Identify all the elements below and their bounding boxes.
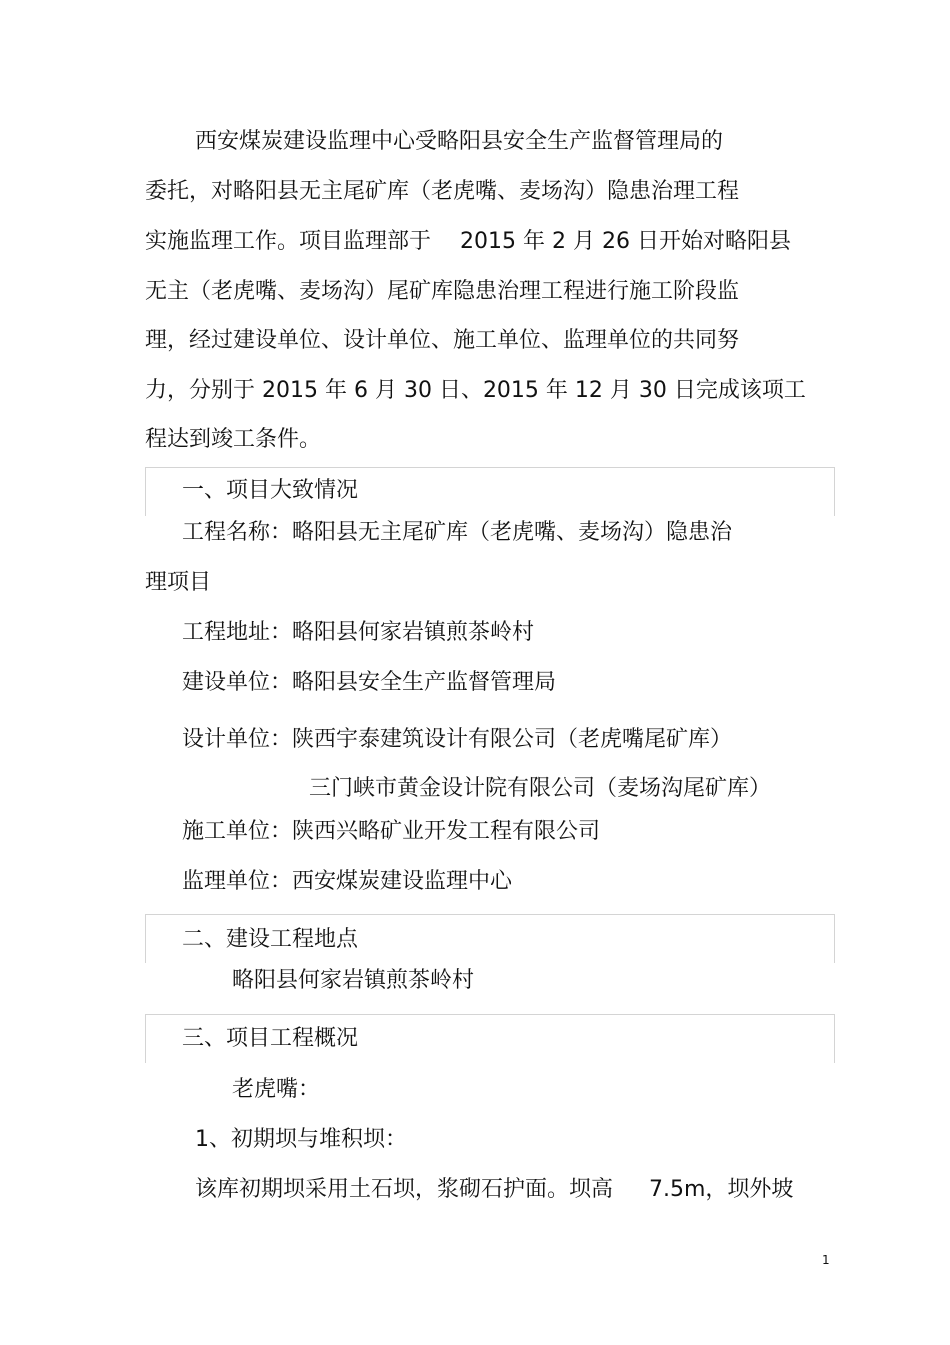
section2-heading: 二、建设工程地点 <box>182 927 359 952</box>
intro-line-5: 理，经过建设单位、设计单位、施工单位、监理单位的共同努 <box>145 328 740 353</box>
construction-unit: 施工单位：陕西兴略矿业开发工程有限公司 <box>182 819 601 844</box>
section3-heading: 三、项目工程概况 <box>182 1026 359 1051</box>
project-name-line-1: 工程名称：略阳县无主尾矿库（老虎嘴、麦场沟）隐患治 <box>182 520 733 545</box>
intro-line-1: 西安煤炭建设监理中心受略阳县安全生产监督管理局的 <box>195 129 724 154</box>
intro-line-4: 无主（老虎嘴、麦场沟）尾矿库隐患治理工程进行施工阶段监 <box>145 279 740 304</box>
dam-description: 该库初期坝采用土石坝，浆砌石护面。坝高 7.5m，坝外坡 <box>195 1177 794 1202</box>
builder-unit: 建设单位：略阳县安全生产监督管理局 <box>182 670 557 695</box>
design-unit-1: 设计单位：陕西宇泰建筑设计有限公司（老虎嘴尾矿库） <box>182 727 733 752</box>
intro-line-6: 力，分别于 2015 年 6 月 30 日、2015 年 12 月 30 日完成该项工 <box>145 378 806 403</box>
section1-heading: 一、项目大致情况 <box>182 478 359 503</box>
intro-line-7: 程达到竣工条件。 <box>145 427 322 452</box>
project-address: 工程地址：略阳县何家岩镇煎茶岭村 <box>182 620 535 645</box>
construction-location: 略阳县何家岩镇煎茶岭村 <box>232 968 475 993</box>
design-unit-2: 三门峡市黄金设计院有限公司（麦场沟尾矿库） <box>309 776 772 801</box>
laohuzui-subheading: 老虎嘴： <box>232 1077 321 1102</box>
supervision-unit: 监理单位：西安煤炭建设监理中心 <box>182 869 513 894</box>
intro-line-3: 实施监理工作。项目监理部于 2015 年 2 月 26 日开始对略阳县 <box>145 229 791 254</box>
page-number: 1 <box>822 1253 830 1267</box>
item-1-heading: 1、初期坝与堆积坝： <box>195 1127 407 1152</box>
project-name-line-2: 理项目 <box>145 570 212 595</box>
intro-line-2: 委托，对略阳县无主尾矿库（老虎嘴、麦场沟）隐患治理工程 <box>145 179 740 204</box>
